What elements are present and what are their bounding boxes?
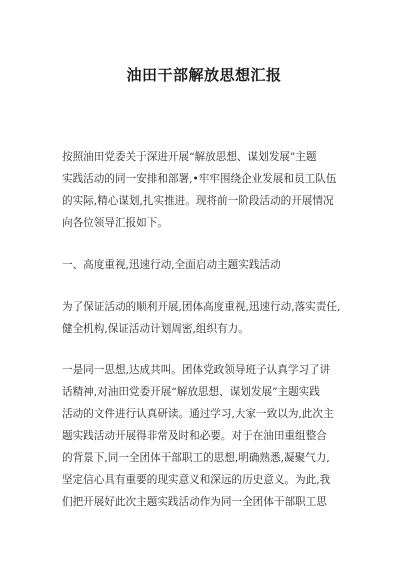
body-line: 话精神,对油田党委开展“解放思想、谋划发展”主题实践 xyxy=(62,386,320,398)
section-heading: 一、高度重视,迅速行动,全面启动主题实践活动 xyxy=(62,259,281,271)
body-line: 活动的文件进行认真研读。通过学习,大家一致以为,此次主 xyxy=(62,408,334,420)
intro-paragraph xyxy=(62,146,354,234)
section-line: 为了保证活动的顺利开展,团体高度重视,迅速行动,落实责任, xyxy=(62,301,341,313)
body-line: 一是同一思想,达成共叫。团体党政领导班子认真学习了讲 xyxy=(62,364,331,376)
document-title: 油田干部解放思想汇报 xyxy=(126,66,282,84)
intro-line: 向各位领导汇报如下。 xyxy=(62,217,168,229)
intro-line: 的实际,精心谋划,扎实推进。现将前一阶段活动的开展情况 xyxy=(62,195,334,207)
section-paragraph xyxy=(62,296,354,340)
intro-line: 实践活动的同一安排和部署,•牢牢围绕企业发展和员工队伍 xyxy=(62,173,337,185)
body-line: 坚定信心具有重要的现实意义和深远的历史意义。为此,我 xyxy=(62,474,331,486)
body-line: 题实践活动开展得非常及时和必要。对于在油田重组整合 xyxy=(62,430,327,442)
body-paragraph xyxy=(62,359,354,513)
section-line: 健全机构,保证活动计划周密,组织有力。 xyxy=(62,323,249,335)
body-line: 们把开展好此次主题实践活动作为同一全团体干部职工思 xyxy=(62,496,327,508)
intro-line: 按照油田党委关于深进开展“解放思想、谋划发展”主题 xyxy=(62,151,317,163)
body-line: 的背景下,同一全团体干部职工的思想,明确熟悉,凝聚气力, xyxy=(62,452,330,464)
